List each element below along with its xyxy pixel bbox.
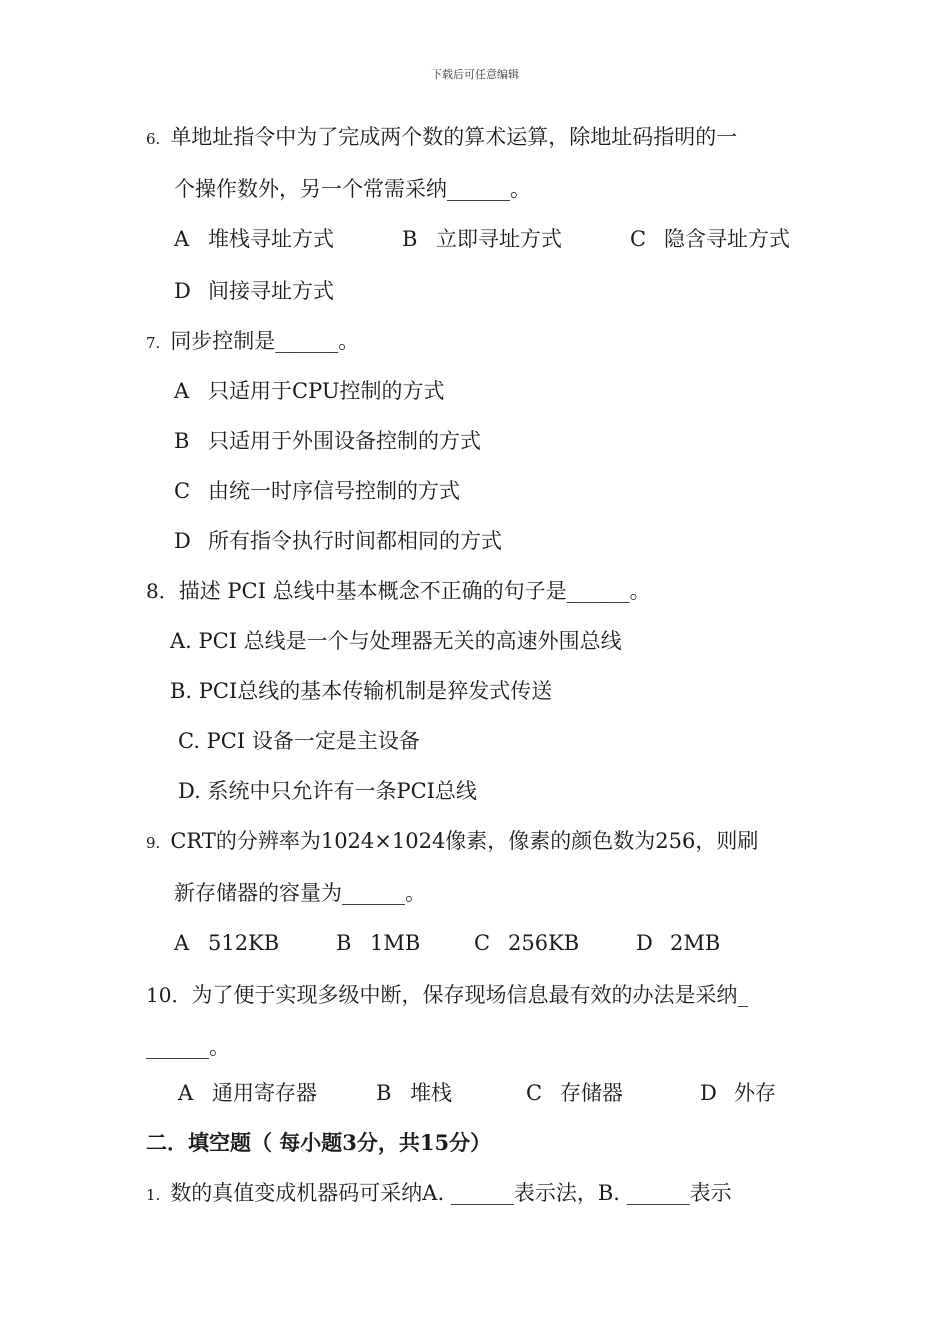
option-letter: B (336, 931, 352, 955)
option-c (526, 1080, 623, 1106)
section-2-heading: 二．填空题（ 每小题3分，共15分） (146, 1130, 492, 1155)
option-text: 通用寄存器 (212, 1081, 317, 1105)
option-text: 外存 (734, 1081, 776, 1105)
option-letter: C (630, 227, 647, 251)
option-b (376, 1080, 452, 1106)
option-b (336, 930, 420, 956)
option-letter: D (174, 529, 191, 553)
question-number: 7. (146, 334, 161, 352)
option-b: B. PCI总线的基本传输机制是猝发式传送 (170, 679, 553, 703)
fill-question-1-line-1 (146, 1180, 732, 1208)
option-letter: B (402, 227, 418, 251)
option-letter: D (174, 279, 191, 303)
option-d: D. 系统中只允许有一条PCI总线 (178, 779, 477, 803)
question-6-line-2: 个操作数外，另一个常需采纳______。 (174, 177, 531, 201)
option-d (174, 528, 502, 554)
option-b (174, 428, 481, 454)
question-9-line-1 (146, 828, 758, 856)
question-8-line-1 (146, 578, 651, 604)
option-text: 隐含寻址方式 (664, 227, 790, 251)
option-text: 只适用于CPU控制的方式 (208, 379, 445, 403)
question-number: 6. (146, 130, 161, 148)
option-letter: C (174, 479, 191, 503)
option-text: 由统一时序信号控制的方式 (208, 479, 460, 503)
option-letter: D (636, 931, 653, 955)
option-letter: A (174, 227, 190, 251)
option-text: 512KB (208, 931, 280, 955)
option-letter: A (178, 1081, 194, 1105)
option-text: 1MB (370, 931, 421, 955)
option-a (174, 226, 334, 252)
question-text: 数的真值变成机器码可采纳A. ______表示法，B. ______表示 (170, 1181, 732, 1205)
option-text: 立即寻址方式 (436, 227, 562, 251)
option-d (174, 278, 334, 304)
option-text: 间接寻址方式 (208, 279, 334, 303)
option-c: C. PCI 设备一定是主设备 (178, 729, 420, 753)
option-text: 堆栈 (410, 1081, 452, 1105)
option-a: A. PCI 总线是一个与处理器无关的高速外围总线 (170, 629, 622, 653)
option-b (402, 226, 562, 252)
option-letter: B (376, 1081, 392, 1105)
question-text: 同步控制是______。 (170, 329, 360, 353)
option-letter: A (174, 931, 190, 955)
question-number: 8． (146, 579, 179, 603)
question-10-line-2: ______。 (146, 1035, 230, 1059)
question-text: 描述 PCI 总线中基本概念不正确的句子是______。 (178, 579, 651, 603)
option-a (174, 930, 279, 956)
question-9-line-2: 新存储器的容量为______。 (174, 881, 426, 905)
option-text: 堆栈寻址方式 (208, 227, 334, 251)
option-a (178, 1080, 317, 1106)
question-number: 10． (146, 983, 192, 1007)
option-text: 256KB (508, 931, 580, 955)
option-d (636, 930, 720, 956)
option-a (174, 378, 445, 404)
question-number: 1. (146, 1186, 161, 1204)
option-c (474, 930, 579, 956)
question-10-line-1 (146, 982, 748, 1008)
option-c (174, 478, 460, 504)
option-c (630, 226, 790, 252)
option-letter: D (700, 1081, 717, 1105)
option-letter: C (474, 931, 491, 955)
question-text: CRT的分辨率为1024×1024像素，像素的颜色数为256，则刷 (170, 829, 759, 853)
option-text: 只适用于外围设备控制的方式 (208, 429, 481, 453)
question-number: 9. (146, 834, 161, 852)
question-text: 为了便于实现多级中断，保存现场信息最有效的办法是采纳_ (191, 983, 748, 1007)
option-text: 2MB (670, 931, 721, 955)
option-letter: B (174, 429, 190, 453)
question-7-line-1 (146, 328, 359, 356)
option-d (700, 1080, 776, 1106)
option-letter: A (174, 379, 190, 403)
question-text: 单地址指令中为了完成两个数的算术运算，除地址码指明的一 (170, 125, 738, 149)
question-6-line-1 (146, 124, 737, 152)
page-header: 下载后可任意编辑 (431, 68, 519, 81)
option-letter: C (526, 1081, 543, 1105)
option-text: 存储器 (560, 1081, 623, 1105)
option-text: 所有指令执行时间都相同的方式 (208, 529, 502, 553)
